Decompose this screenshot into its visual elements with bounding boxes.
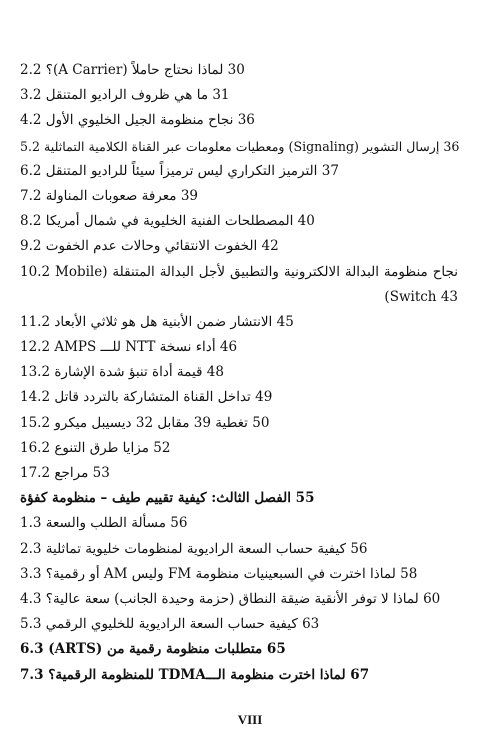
toc-entry: [20, 260, 458, 310]
entry-page: 60: [423, 590, 441, 607]
entry-title: ما هي ظروف الراديو المتنقل: [45, 87, 209, 104]
entry-number: 2.3: [20, 540, 42, 557]
entry-number: 12.2: [20, 339, 51, 356]
entry-page: 39: [180, 187, 198, 204]
entry-number: 10.2: [20, 263, 51, 280]
entry-number: 11.2: [20, 313, 51, 330]
entry-number: 6.2: [20, 162, 42, 179]
toc-entry: [20, 134, 458, 159]
toc-entry: [20, 209, 458, 234]
entry-page: 31: [212, 87, 230, 104]
entry-title: تداخل القناة المتشاركة بالتردد قاتل: [54, 389, 251, 406]
table-of-contents: [20, 58, 458, 688]
toc-entry: [20, 184, 458, 209]
toc-entry: [20, 108, 458, 133]
toc-entry: [20, 411, 458, 436]
entry-title: قيمة أداة تنبؤ شدة الإشارة: [54, 364, 203, 381]
entry-page: 45: [276, 313, 294, 330]
entry-number: 3.3: [20, 565, 42, 582]
entry-page: 58: [400, 565, 418, 582]
entry-number: 16.2: [20, 439, 51, 456]
entry-number: 4.3: [20, 590, 42, 607]
entry-page: 65: [266, 641, 286, 658]
entry-title: المصطلحات الفنية الخليوية في شمال أمريكا: [45, 213, 294, 230]
entry-page: 50: [252, 414, 270, 431]
entry-number: 8.2: [20, 213, 42, 230]
entry-title: نجاح منظومة الجيل الخليوي الأول: [45, 112, 234, 129]
entry-number: 14.2: [20, 389, 51, 406]
entry-page: 37: [321, 162, 339, 179]
entry-title: مسألة الطلب والسعة: [45, 515, 166, 532]
chapter-title: الفصل الثالث: كيفية تقييم طيف – منظومة كفؤة: [20, 490, 291, 507]
entry-page: 63: [302, 616, 320, 633]
toc-entry: [20, 436, 458, 461]
entry-number: 17.2: [20, 465, 51, 482]
entry-number: 5.2: [20, 138, 41, 154]
entry-number: 9.2: [20, 238, 42, 255]
entry-title: نجاح منظومة البدالة الالكترونية والتطبيق لأجل البدالة المتنقلة (Mobile Switch): [55, 263, 458, 305]
entry-number: 1.3: [20, 515, 42, 532]
toc-entry: [20, 537, 458, 562]
entry-title: متطلبات منظومة رقمية من (ARTS): [48, 641, 263, 658]
chapter-page: 55: [295, 490, 315, 507]
entry-title: لماذا لا توفر الأنقية ضيقة النطاق (حزمة وحيدة الجانب) سعة عالية؟: [45, 590, 419, 607]
entry-title: الترميز التكراري ليس ترميزاً سيئاً للراديو المتنقل: [45, 162, 318, 179]
entry-number: 15.2: [20, 414, 51, 431]
toc-entry: [20, 335, 458, 360]
entry-number: 3.2: [20, 87, 42, 104]
entry-page: 49: [255, 389, 273, 406]
entry-title: الخفوت الانتقائي وحالات عدم الخفوت: [45, 238, 258, 255]
toc-entry: [20, 385, 458, 410]
entry-number: 4.2: [20, 112, 42, 129]
toc-entry: [20, 234, 458, 259]
entry-number: 7.2: [20, 187, 42, 204]
entry-page: 53: [92, 465, 110, 482]
entry-page: 67: [350, 666, 370, 683]
entry-title: معرفة صعوبات المناولة: [45, 187, 177, 204]
entry-page: 56: [350, 540, 368, 557]
toc-entry: [20, 637, 458, 662]
entry-title: الانتشار ضمن الأبنية هل هو ثلاثي الأبعاد: [54, 313, 273, 330]
entry-number: 6.3: [20, 641, 44, 658]
page-number-footer: VIII: [237, 712, 263, 727]
entry-title: أداء نسخة NTT للـــ AMPS: [54, 339, 216, 356]
entry-page: 36: [237, 112, 255, 129]
entry-page: 43: [440, 288, 458, 305]
toc-entry: [20, 360, 458, 385]
entry-page: 36: [443, 138, 460, 154]
toc-entry: [20, 587, 458, 612]
entry-title: كيفية حساب السعة الراديوية لمنظومات خليوية تماثلية: [45, 540, 347, 557]
entry-number: 2.2: [20, 62, 42, 78]
entry-number: 5.3: [20, 616, 42, 633]
entry-title: مزايا طرق التنوع: [54, 439, 149, 456]
chapter-heading: [20, 486, 458, 511]
toc-entry: [20, 58, 458, 83]
toc-entry: [20, 663, 458, 688]
entry-page: 48: [206, 364, 224, 381]
entry-page: 42: [261, 238, 279, 255]
entry-title: إرسال التشوير (Signaling) ومعطيات معلومات عبر القناة الكلامية التماثلية: [44, 138, 440, 154]
entry-title: مراجع: [54, 465, 89, 482]
entry-page: 46: [219, 339, 238, 356]
entry-title: لماذا اخترت منظومة الـــTDMA للمنظومة الرقمية؟: [48, 666, 346, 683]
entry-number: 7.3: [20, 666, 44, 683]
toc-entry: [20, 310, 458, 335]
entry-title: تغطية 39 مقابل 32 ديسيبل ميكرو: [54, 414, 248, 431]
entry-page: 40: [297, 213, 315, 230]
entry-title: لماذا نحتاج حاملاً (A Carrier)؟: [45, 62, 224, 78]
toc-entry: [20, 612, 458, 637]
toc-entry: [20, 159, 458, 184]
entry-number: 13.2: [20, 364, 51, 381]
entry-title: لماذا اخترت في السبعينيات منظومة FM وليس AM أو رقمية؟: [45, 565, 396, 582]
toc-entry: [20, 562, 458, 587]
entry-page: 52: [153, 439, 171, 456]
entry-page: 56: [170, 515, 188, 532]
toc-entry: [20, 461, 458, 486]
entry-page: 30: [227, 62, 245, 78]
toc-entry: [20, 83, 458, 108]
toc-entry: [20, 511, 458, 536]
entry-title: كيفية حساب السعة الراديوية للخليوي الرقمي: [45, 616, 298, 633]
